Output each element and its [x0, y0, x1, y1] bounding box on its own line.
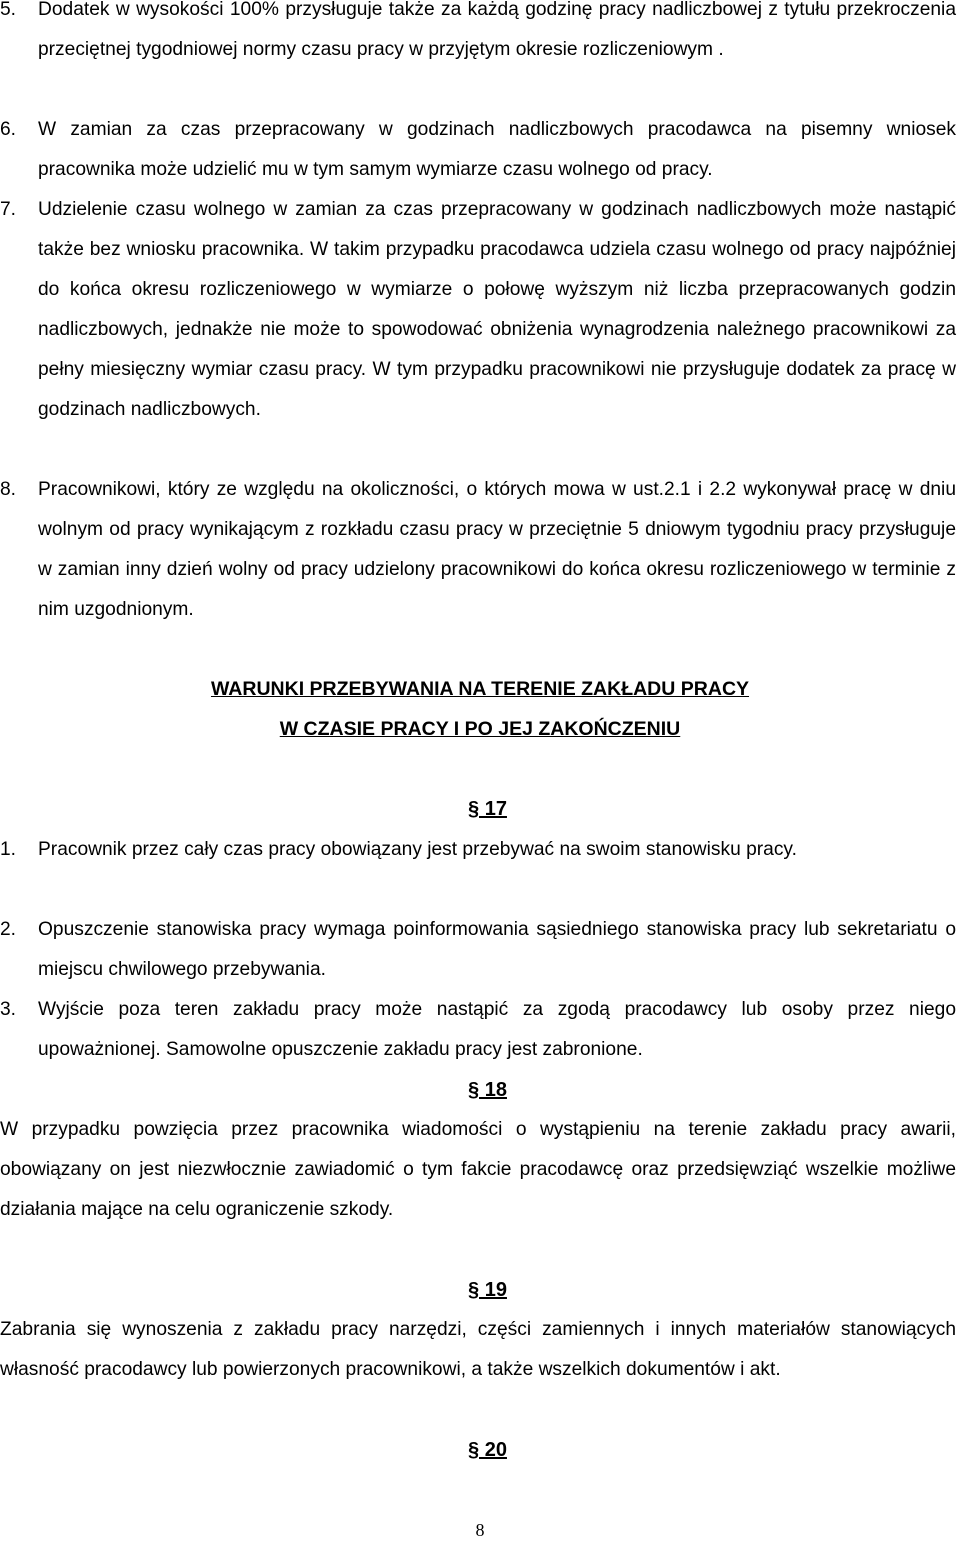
section-heading-line-2: W CZASIE PRACY I PO JEJ ZAKOŃCZENIU [279, 718, 681, 740]
item-number: 2. [0, 919, 17, 940]
list-item-8 [0, 470, 956, 630]
paragraph-18-text: W przypadku powzięcia przez pracownika wiadomości o wystąpieniu na terenie zakładu pracy awarii, obowiązany on jest niezwłocznie zawiadomić o tym fakcie pracodawcę oraz przedsięwziąć wszelkie możliwe działania mające na celu ograniczenie szkody. [0, 1119, 956, 1220]
list-item-6 [0, 110, 956, 190]
paragraph-sign-18: § 18 [468, 1079, 507, 1101]
paragraph-sign-17: § 17 [468, 798, 507, 820]
list-item-5 [0, 0, 956, 70]
paragraph-sign-20: § 20 [468, 1439, 507, 1461]
paragraph-19-text: Zabrania się wynoszenia z zakładu pracy narzędzi, części zamiennych i innych materiałów stanowiących własność pracodawcy lub powierzonych pracownikowi, a także wszelkich dokumentów i akt. [0, 1319, 956, 1380]
item-text: Pracownik przez cały czas pracy obowiązany jest przebywać na swoim stanowisku pracy. [38, 839, 797, 860]
page-number: 8 [475, 1520, 485, 1540]
list-item-7 [0, 190, 956, 430]
item-text: Opuszczenie stanowiska pracy wymaga poinformowania sąsiedniego stanowiska pracy lub sekretariatu o miejscu chwilowego przebywania. [38, 919, 956, 980]
item-number: 1. [0, 839, 17, 860]
list-item-17-1 [0, 830, 956, 870]
section-heading-line-1: WARUNKI PRZEBYWANIA NA TERENIE ZAKŁADU PRACY [210, 678, 750, 700]
item-text: Wyjście poza teren zakładu pracy może nastąpić za zgodą pracodawcy lub osoby przez niego upoważnionej. Samowolne opuszczenie zakładu pracy jest zabronione. [38, 999, 956, 1060]
item-number: 3. [0, 999, 17, 1020]
item-text: Dodatek w wysokości 100% przysługuje także za każdą godzinę pracy nadliczbowej z tytułu przekroczenia przeciętnej tygodniowej normy czasu pracy w przyjętym okresie rozliczeniowym . [38, 0, 956, 60]
item-number: 5. [0, 0, 17, 20]
paragraph-sign-19: § 19 [468, 1279, 507, 1301]
list-item-17-2 [0, 910, 956, 990]
item-text: W zamian za czas przepracowany w godzinach nadliczbowych pracodawca na pisemny wniosek pracownika może udzielić mu w tym samym wymiarze czasu wolnego od pracy. [38, 119, 956, 180]
item-number: 6. [0, 119, 17, 140]
item-number: 8. [0, 479, 17, 500]
item-text: Udzielenie czasu wolnego w zamian za czas przepracowany w godzinach nadliczbowych może nastąpić także bez wniosku pracownika. W takim przypadku pracodawca udziela czasu wolnego od pracy najpóźniej do końca okresu rozliczeniowego w wymiarze o połowę wyższym niż liczba przepracowanych godzin nadliczbowych, jednakże nie może to spowodować obniżenia wynagrodzenia należnego pracownikowi za pełny miesięczny wymiar czasu pracy. W tym przypadku pracownikowi nie przysługuje dodatek za pracę w godzinach nadliczbowych. [38, 199, 956, 420]
item-text: Pracownikowi, który ze względu na okoliczności, o których mowa w ust.2.1 i 2.2 wykonywał pracę w dniu wolnym od pracy wynikającym z rozkładu czasu pracy w przeciętnie 5 dniowym tygodniu pracy przysługuje w zamian inny dzień wolny od pracy udzielony pracownikowi do końca okresu rozliczeniowego w terminie z nim uzgodnionym. [38, 479, 956, 620]
list-item-17-3 [0, 990, 956, 1070]
item-number: 7. [0, 199, 17, 220]
